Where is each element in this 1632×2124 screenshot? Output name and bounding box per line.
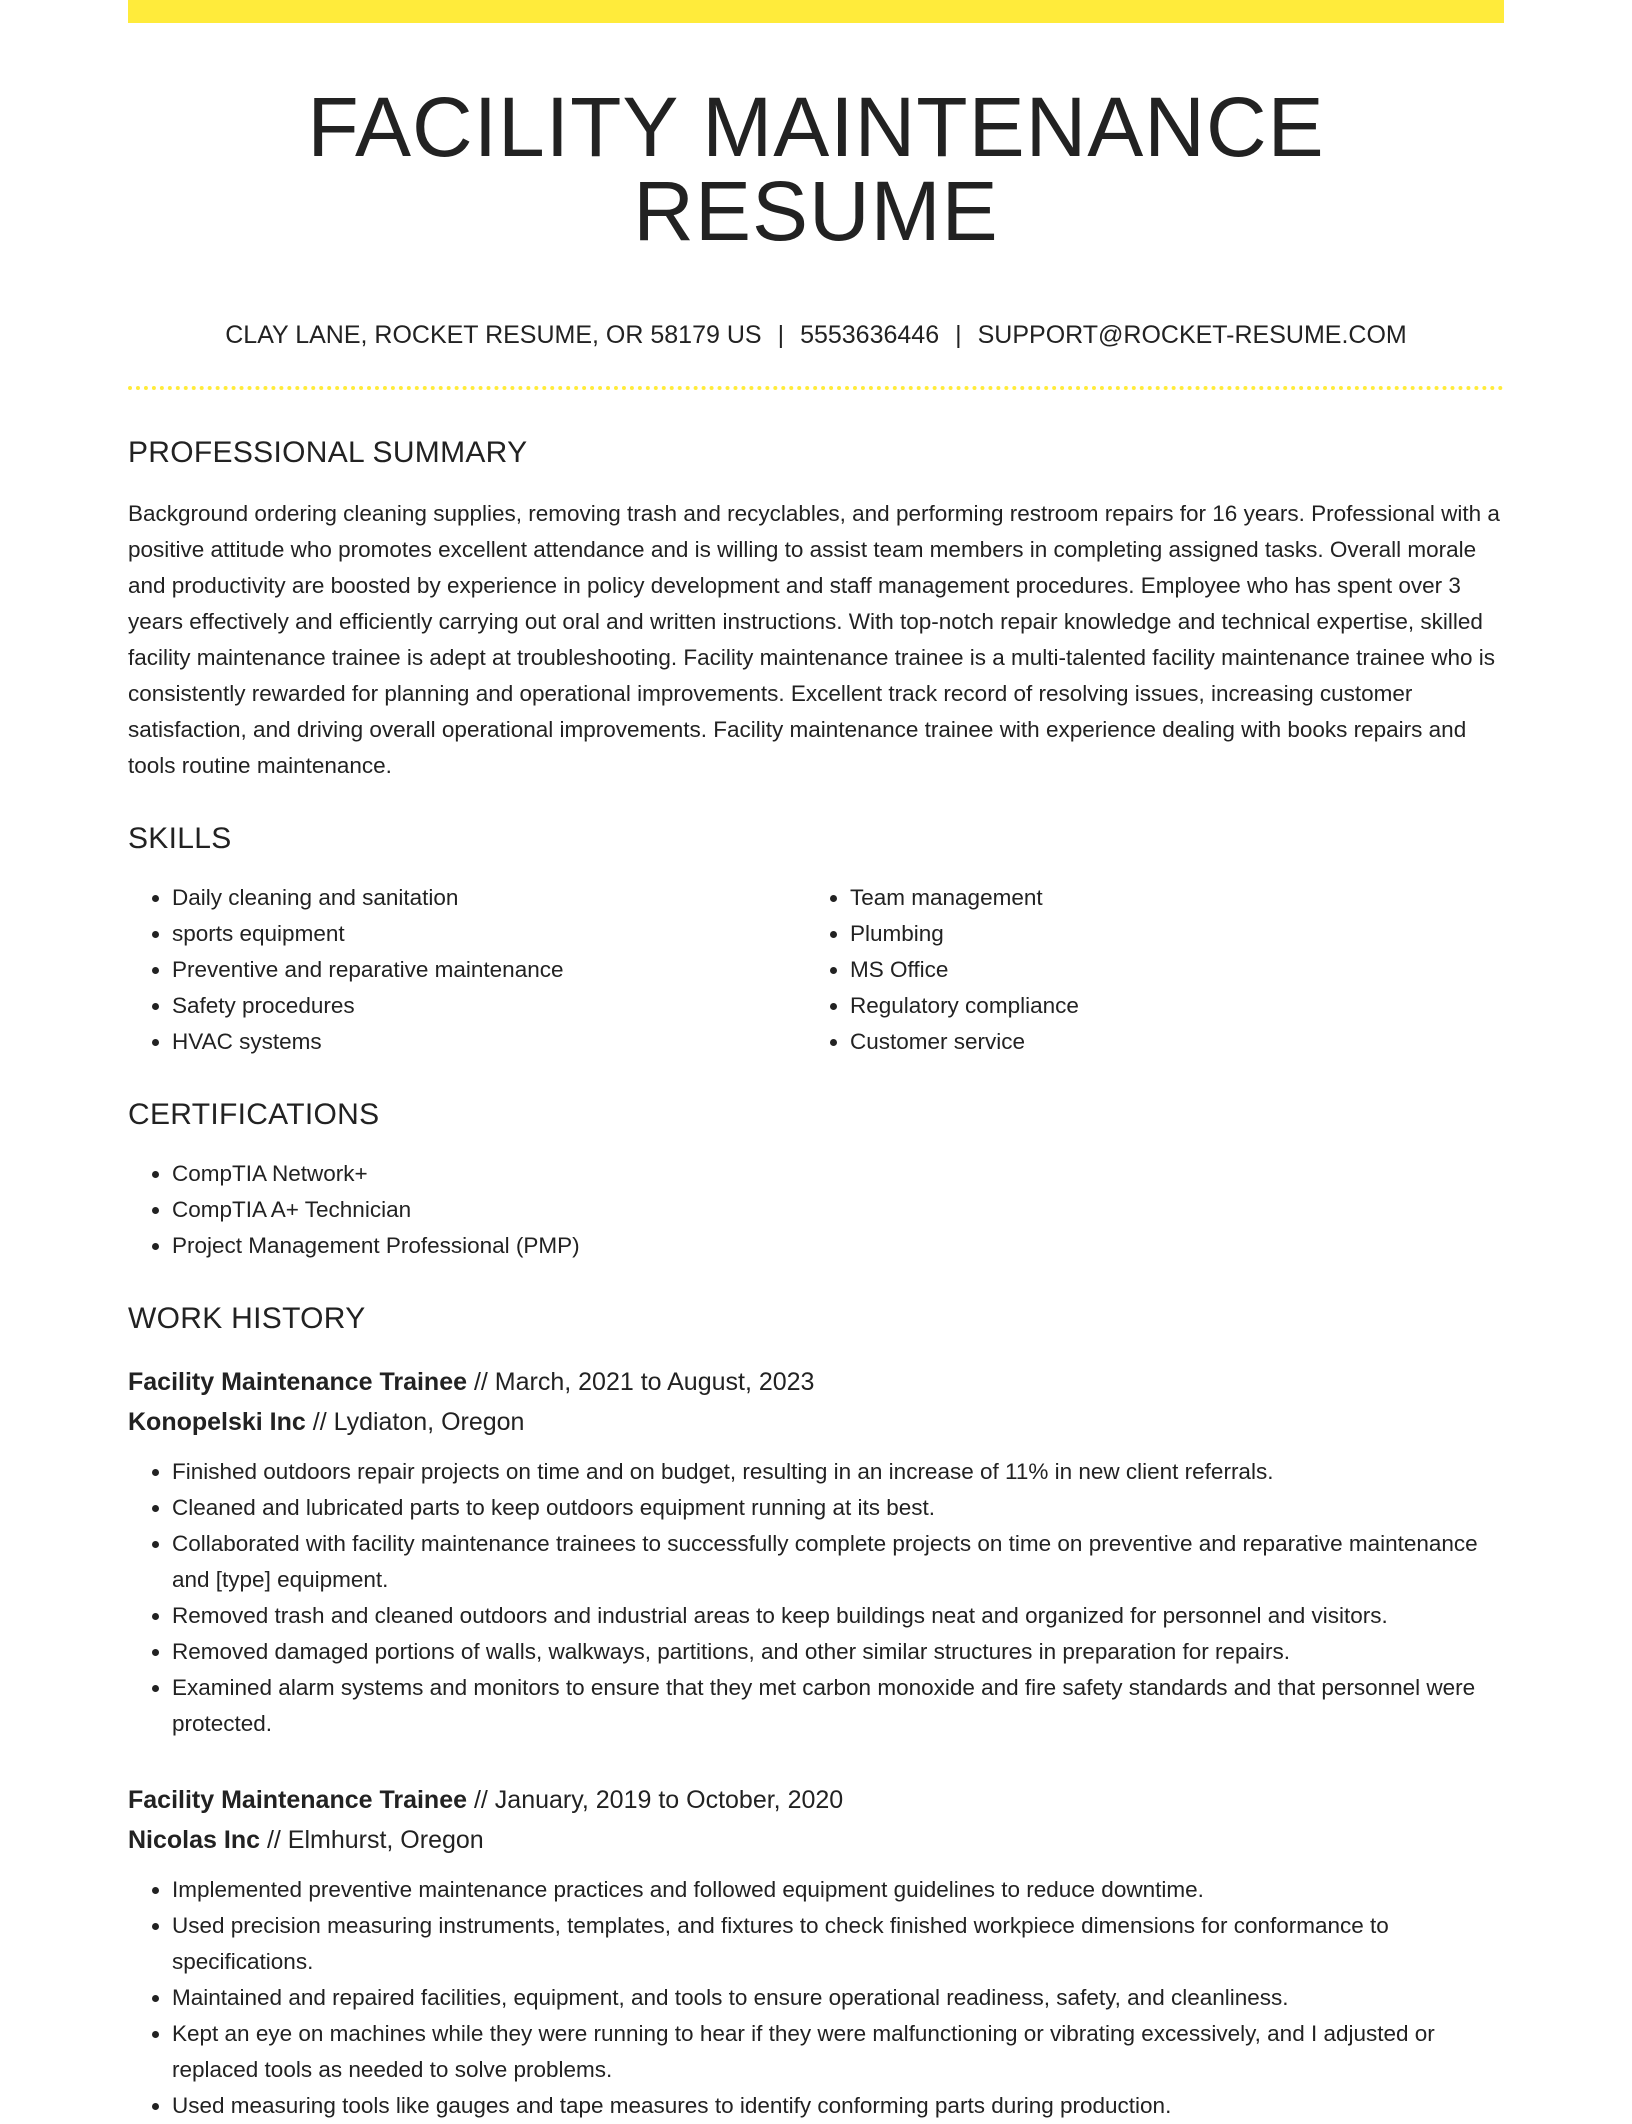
- contact-line: [128, 323, 1504, 348]
- skills-heading: SKILLS: [128, 822, 232, 855]
- contact-email: SUPPORT@ROCKET-RESUME.COM: [977, 321, 1407, 349]
- skill-item: • MS Office: [850, 952, 1484, 988]
- skill-item: • sports equipment: [172, 916, 806, 952]
- resume-title: FACILITY MAINTENANCE RESUME: [307, 80, 1325, 258]
- skill-item: • Regulatory compliance: [850, 988, 1484, 1024]
- work-history-heading: WORK HISTORY: [128, 1302, 366, 1335]
- skill-item: • Preventive and reparative maintenance: [172, 952, 806, 988]
- job-company: Konopelski Inc: [128, 1408, 306, 1436]
- contact-address: CLAY LANE, ROCKET RESUME, OR 58179 US: [225, 321, 762, 349]
- job-entry: [128, 1780, 1504, 2124]
- job-duty-item: • Finished outdoors repair projects on time and on budget, resulting in an increase of 11% in new client referrals.: [172, 1454, 1504, 1490]
- dotted-divider: [128, 386, 1504, 390]
- skill-item: • Team management: [850, 880, 1484, 916]
- certification-item: • CompTIA A+ Technician: [172, 1192, 1504, 1228]
- skill-item: • Plumbing: [850, 916, 1484, 952]
- job-duty-item: • Implemented preventive maintenance practices and followed equipment guidelines to reduce downtime.: [172, 1872, 1504, 1908]
- skills-list: [128, 880, 1504, 1060]
- skills-column-right: [806, 880, 1484, 1060]
- job-company-line: [128, 1820, 1504, 1860]
- job-duty-item: • Kept an eye on machines while they were running to hear if they were malfunctioning or vibrating excessively, and I adjusted or replaced tools as needed to solve problems.: [172, 2016, 1504, 2088]
- contact-separator: |: [777, 321, 785, 349]
- job-title-line: [128, 1362, 1504, 1402]
- skill-item: • HVAC systems: [172, 1024, 806, 1060]
- job-duty-item: • Removed damaged portions of walls, walkways, partitions, and other similar structures in preparation for repairs.: [172, 1634, 1504, 1670]
- job-duty-item: • Used measuring tools like gauges and tape measures to identify conforming parts during production.: [172, 2088, 1504, 2124]
- job-duty-item: • Used precision measuring instruments, templates, and fixtures to check finished workpiece dimensions for conformance to specifications.: [172, 1908, 1504, 1980]
- certifications-heading: CERTIFICATIONS: [128, 1098, 380, 1131]
- job-duties-list: [128, 1872, 1504, 2124]
- skill-item: • Daily cleaning and sanitation: [172, 880, 806, 916]
- job-duty-item: • Removed trash and cleaned outdoors and industrial areas to keep buildings neat and organized for personnel and visitors.: [172, 1598, 1504, 1634]
- job-company-line: [128, 1402, 1504, 1442]
- job-title-line: [128, 1780, 1504, 1820]
- certification-item: • Project Management Professional (PMP): [172, 1228, 1504, 1264]
- job-duty-item: • Maintained and repaired facilities, equipment, and tools to ensure operational readiness, safety, and cleanliness.: [172, 1980, 1504, 2016]
- job-location: // Lydiaton, Oregon: [305, 1408, 525, 1436]
- accent-bar: [128, 0, 1504, 23]
- certification-item: • CompTIA Network+: [172, 1156, 1504, 1192]
- job-duty-item: • Cleaned and lubricated parts to keep outdoors equipment running at its best.: [172, 1490, 1504, 1526]
- skills-column-left: [128, 880, 806, 1060]
- resume-page: [128, 0, 1504, 2124]
- job-entry: [128, 1362, 1504, 1742]
- job-company: Nicolas Inc: [128, 1826, 260, 1854]
- certifications-list: [128, 1156, 1504, 1264]
- job-duty-item: • Collaborated with facility maintenance trainees to successfully complete projects on time on preventive and reparative maintenance and [type] equipment.: [172, 1526, 1504, 1598]
- job-title: Facility Maintenance Trainee: [128, 1368, 468, 1396]
- job-title: Facility Maintenance Trainee: [128, 1786, 468, 1814]
- job-dates: // January, 2019 to October, 2020: [467, 1786, 844, 1814]
- job-duties-list: [128, 1454, 1504, 1742]
- contact-phone: 5553636446: [800, 321, 940, 349]
- job-dates: // March, 2021 to August, 2023: [467, 1368, 815, 1396]
- skill-item: • Safety procedures: [172, 988, 806, 1024]
- contact-separator: |: [955, 321, 962, 349]
- job-location: // Elmhurst, Oregon: [260, 1826, 484, 1854]
- summary-text: Background ordering cleaning supplies, removing trash and recyclables, and performing restroom repairs for 16 years. Professional with a positive attitude who promotes excellent attendance and is willing to assist team members in completing assigned tasks. Overall morale and productivity are boosted by experience in policy development and staff management procedures. Employee who has spent over 3 years effectively and efficiently carrying out oral and written instructions. With top-notch repair knowledge and technical expertise, skilled facility maintenance trainee is adept at troubleshooting. Facility maintenance trainee is a multi-talented facility maintenance trainee who is consistently rewarded for planning and operational improvements. Excellent track record of resolving issues, increasing customer satisfaction, and driving overall operational improvements. Facility maintenance trainee with experience dealing with books repairs and tools routine maintenance.: [128, 501, 1500, 778]
- skill-item: • Customer service: [850, 1024, 1484, 1060]
- job-duty-item: • Examined alarm systems and monitors to ensure that they met carbon monoxide and fire safety standards and that personnel were protected.: [172, 1670, 1504, 1742]
- summary-heading: PROFESSIONAL SUMMARY: [128, 436, 528, 469]
